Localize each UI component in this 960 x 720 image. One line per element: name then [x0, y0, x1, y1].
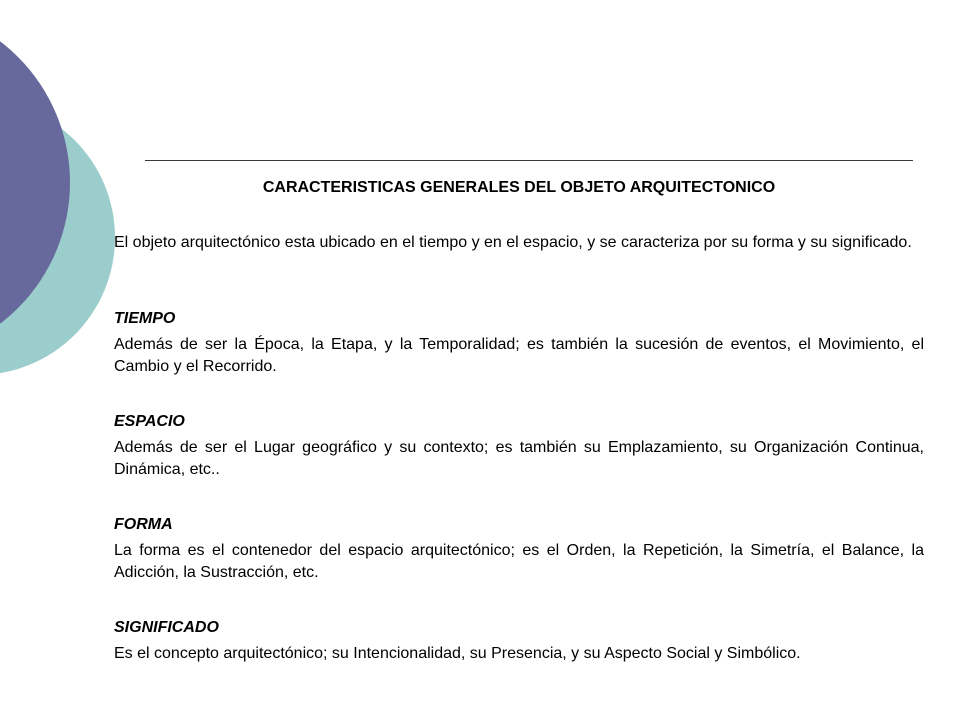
section-heading-espacio: ESPACIO	[114, 413, 185, 430]
section-heading-forma: FORMA	[114, 516, 173, 533]
title-divider	[145, 160, 913, 161]
section-text-forma: La forma es el contenedor del espacio arquitectónico; es el Orden, la Repetición, la Simetría, el Balance, la Adicción, la Sustracción, etc.	[114, 542, 924, 581]
section-text-espacio: Además de ser el Lugar geográfico y su contexto; es también su Emplazamiento, su Organización Continua, Dinámica, etc..	[114, 439, 924, 478]
section-text-tiempo: Además de ser la Época, la Etapa, y la Temporalidad; es también la sucesión de eventos, el Movimiento, el Cambio y el Recorrido.	[114, 336, 924, 375]
section-heading-significado: SIGNIFICADO	[114, 619, 219, 636]
intro-paragraph: El objeto arquitectónico esta ubicado en el tiempo y en el espacio, y se caracteriza por su forma y su significado.	[114, 234, 912, 251]
section-text-significado: Es el concepto arquitectónico; su Intencionalidad, su Presencia, y su Aspecto Social y Simbólico.	[114, 645, 801, 662]
section-heading-tiempo: TIEMPO	[114, 310, 176, 327]
slide-title: CARACTERISTICAS GENERALES DEL OBJETO ARQUITECTONICO	[262, 179, 776, 196]
